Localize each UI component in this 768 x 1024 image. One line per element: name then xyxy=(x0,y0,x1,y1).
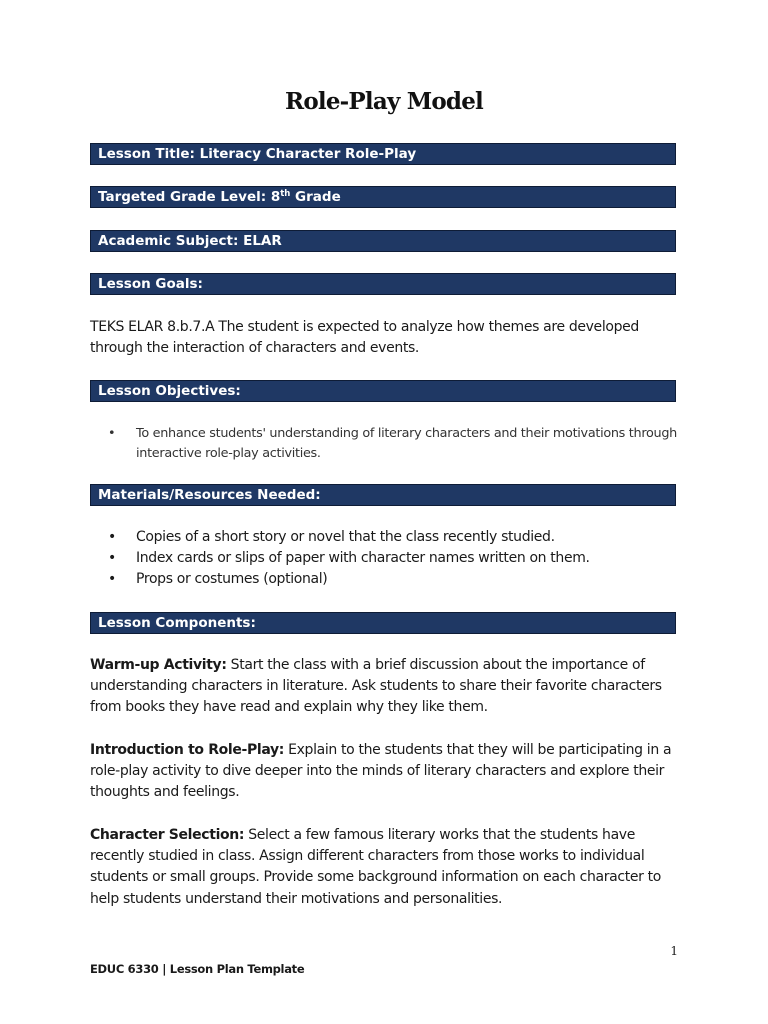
lesson-title-bar xyxy=(90,143,676,165)
lesson-goals-heading: Lesson Goals: xyxy=(98,276,203,292)
materials-list xyxy=(108,527,678,591)
lesson-goals-bar xyxy=(90,273,676,295)
footer-text: EDUC 6330 | Lesson Plan Template xyxy=(90,962,305,976)
grade-level-superscript: th xyxy=(280,189,291,199)
introduction-paragraph xyxy=(90,740,690,804)
character-selection-text: Select a few famous literary works that the students have recently studied in class. Assign different characters from those works to individual students or small groups. Provide some background information on each character to help students understand their motivations and personalities. xyxy=(90,827,661,907)
objectives-list xyxy=(108,424,678,463)
lesson-objectives-heading: Lesson Objectives: xyxy=(98,383,241,399)
lesson-components-heading: Lesson Components: xyxy=(98,615,256,631)
grade-level-suffix: Grade xyxy=(290,189,341,205)
academic-subject-text: Academic Subject: ELAR xyxy=(98,233,282,249)
page-title: Role-Play Model xyxy=(285,88,483,115)
lesson-title-text: Lesson Title: Literacy Character Role-Play xyxy=(98,146,417,162)
lesson-components-bar xyxy=(90,612,676,634)
introduction-label: Introduction to Role-Play: xyxy=(90,742,285,758)
character-selection-paragraph xyxy=(90,825,690,910)
objective-item: • To enhance students' understanding of literary characters and their motivations through interactive role-play activities. xyxy=(108,424,678,463)
lesson-goals-text: TEKS ELAR 8.b.7.A The student is expected to analyze how themes are developed through the interaction of characters and events. xyxy=(90,319,639,357)
grade-level-prefix: Targeted Grade Level: 8 xyxy=(98,189,281,205)
warm-up-text: Start the class with a brief discussion about the importance of understanding characters in literature. Ask students to share their favorite characters from books they have read and explain why they like them. xyxy=(90,657,662,716)
materials-item: • Props or costumes (optional) xyxy=(108,569,678,590)
lesson-objectives-bar xyxy=(90,380,676,402)
introduction-text: Explain to the students that they will be participating in a role-play activity to dive deeper into the minds of literary characters and explore their thoughts and feelings. xyxy=(90,742,672,801)
materials-item: • Index cards or slips of paper with character names written on them. xyxy=(108,548,678,569)
grade-level-bar xyxy=(90,186,676,208)
materials-bar xyxy=(90,484,676,506)
warm-up-label: Warm-up Activity: xyxy=(90,657,227,673)
materials-item: • Copies of a short story or novel that the class recently studied. xyxy=(108,527,678,548)
warm-up-paragraph xyxy=(90,655,690,719)
page-number: 1 xyxy=(670,944,678,958)
academic-subject-bar xyxy=(90,230,676,252)
materials-heading: Materials/Resources Needed: xyxy=(98,487,321,503)
character-selection-label: Character Selection: xyxy=(90,827,245,843)
